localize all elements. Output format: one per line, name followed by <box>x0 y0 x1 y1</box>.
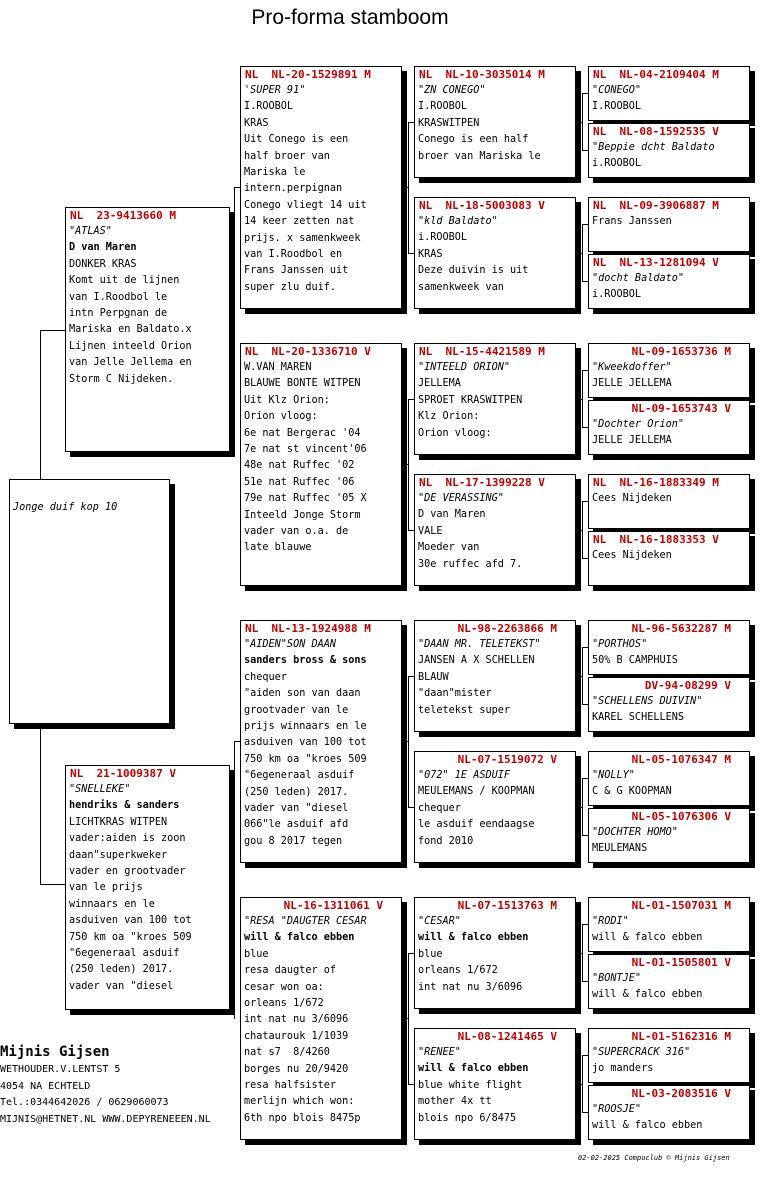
connector-line <box>582 224 583 281</box>
pigeon-info-line: will & falco ebben <box>418 1063 529 1075</box>
pigeon-info-line: blois npo 6/8475 <box>418 1112 517 1124</box>
pigeon-info-line: I.ROOBOL <box>592 101 642 113</box>
pigeon-info-line: I.ROOBOL <box>418 101 468 113</box>
pigeon-info-line: (250 leden) 2017. <box>69 964 174 976</box>
pigeon-name: "RESA "DAUGTER CESAR <box>244 916 367 927</box>
pigeon-info-line: 48e nat Ruffec '02 <box>244 460 355 472</box>
pigeon-info-line: Mariska le <box>244 167 306 179</box>
pigeon-info-line: DONKER KRAS <box>69 258 137 270</box>
connector-line <box>576 953 582 954</box>
root-label: Jonge duif kop 10 <box>13 502 118 513</box>
owner-city: 4054 NA ECHTELD <box>0 1080 91 1092</box>
ring-number: NL NL-17-1399228 V <box>419 476 545 489</box>
pigeon-info-line: Frans Janssen uit <box>244 265 349 277</box>
pigeon-info-line: winnaars en le <box>69 898 155 910</box>
pigeon-info-line: D van Maren <box>69 242 137 254</box>
pigeon-name: "SUPERCRACK 316" <box>592 1047 691 1058</box>
pigeon-info-line: Orion vloog: <box>244 411 318 423</box>
great-great-grandparent-box <box>588 254 750 309</box>
great-grandparent-box <box>414 751 576 863</box>
great-grandparent-box <box>414 897 576 1009</box>
pigeon-name: "PORTHOS" <box>592 639 648 650</box>
pigeon-info-line: Deze duivin is uit <box>418 265 529 277</box>
pigeon-info-line: Orion vloog: <box>418 427 492 439</box>
pigeon-info-line: prijs winnaars en le <box>244 721 367 733</box>
pigeon-info-line: cesar won oa: <box>244 981 324 993</box>
pigeon-info-line: will & falco ebben <box>244 932 355 944</box>
pigeon-name: "INTEELD ORION" <box>418 362 511 373</box>
pigeon-name: "Dochter Orion" <box>592 419 685 430</box>
pigeon-name: "Beppie dcht Baldato <box>592 142 715 153</box>
ring-number: NL-09-1653736 M <box>631 345 731 358</box>
connector-line <box>582 924 583 981</box>
pigeon-info-line: chequer <box>244 671 287 683</box>
ring-number: NL NL-16-1883349 M <box>593 476 719 489</box>
pigeon-info-line: i.ROOBOL <box>592 158 642 170</box>
connector-line <box>40 884 65 885</box>
ring-number: NL-01-1505801 V <box>631 956 731 969</box>
pigeon-info-line: resa daugter of <box>244 965 337 977</box>
pigeon-info-line: 6th npo blois 8475p <box>244 1112 361 1124</box>
pigeon-name: "RENEE" <box>418 1047 461 1058</box>
great-great-grandparent-box <box>588 1085 750 1140</box>
connector-line <box>582 370 583 427</box>
pigeon-name: "SNELLEKE" <box>69 784 131 795</box>
pigeon-info-line: half broer van <box>244 150 330 162</box>
pigeon-info-line: Komt uit de lijnen <box>69 275 180 287</box>
pigeon-info-line: super zlu duif. <box>244 281 337 293</box>
pigeon-info-line: Klz Orion: <box>418 411 480 423</box>
pigeon-info-line: Cees Nijdeken <box>592 550 672 561</box>
great-grandparent-box <box>414 197 576 309</box>
pigeon-info-line: Cees Nijdeken <box>592 493 672 504</box>
great-great-grandparent-box <box>588 197 750 252</box>
ring-number: NL-01-5162316 M <box>631 1030 731 1043</box>
pigeon-info-line: intn Perpgnan de <box>69 308 168 320</box>
pigeon-info-line: 51e nat Ruffec '06 <box>244 476 355 488</box>
pigeon-info-line: blue <box>244 948 269 960</box>
ring-number: NL-07-1513763 M <box>457 899 557 912</box>
ring-number: NL-09-1653743 V <box>631 402 731 415</box>
pigeon-info-line: van Jelle Jellema en <box>69 357 192 369</box>
pigeon-info-line: mother 4x tt <box>418 1096 492 1108</box>
pigeon-info-line: asduiven van 100 tot <box>244 737 367 749</box>
great-grandparent-box <box>414 1028 576 1140</box>
pigeon-info-line: i.ROOBOL <box>418 232 468 244</box>
pigeon-name: "BONTJE" <box>592 973 642 984</box>
great-great-grandparent-box <box>588 954 750 1009</box>
pigeon-info-line: JANSEN A X SCHELLEN <box>418 655 535 667</box>
dam-box <box>65 765 230 1010</box>
great-great-grandparent-box <box>588 400 750 455</box>
pigeon-info-line: Storm C Nijdeken. <box>69 373 174 385</box>
pigeon-info-line: le asduif eendaagse <box>418 819 535 831</box>
great-great-grandparent-box <box>588 897 750 952</box>
pigeon-info-line: will & falco ebben <box>418 932 529 944</box>
connector-line <box>408 122 409 253</box>
pigeon-info-line: 750 km oa "kroes 509 <box>244 753 367 765</box>
owner-block <box>0 1042 211 1128</box>
pigeon-info-line: int nat nu 3/6096 <box>244 1014 349 1026</box>
ring-number: NL 23-9413660 M <box>70 209 176 222</box>
pigeon-info-line: broer van Mariska le <box>418 150 541 162</box>
great-grandparent-box <box>414 474 576 586</box>
pigeon-name: "Kweekdoffer" <box>592 362 672 373</box>
pigeon-name: "CONEGO" <box>592 85 642 96</box>
pigeon-info-line: "6egeneraal asduif <box>69 948 180 960</box>
grandparent-box <box>240 620 402 863</box>
pigeon-info-line: hendriks & sanders <box>69 800 180 812</box>
pigeon-info-line: borges nu 20/9420 <box>244 1063 349 1075</box>
ring-number: NL-05-1076347 M <box>631 753 731 766</box>
pigeon-info-line: vader van o.a. de <box>244 526 349 538</box>
pigeon-info-line: "daan"mister <box>418 688 492 700</box>
pigeon-info-line: "6egeneraal asduif <box>244 770 355 782</box>
owner-web: MIJNIS@HETNET.NL WWW.DEPYRENEEEN.NL <box>0 1113 211 1125</box>
grandparent-box <box>240 343 402 586</box>
pigeon-info-line: jo manders <box>592 1063 654 1075</box>
sire-box <box>65 207 230 452</box>
pigeon-name: 'SUPER 91" <box>244 85 306 96</box>
pigeon-name: "ROOSJE" <box>592 1104 642 1115</box>
pigeon-info-line: van le prijs <box>69 882 143 894</box>
ring-number: NL 21-1009387 V <box>70 767 176 780</box>
pigeon-info-line: teletekst super <box>418 704 511 716</box>
pigeon-info-line: asduiven van 100 tot <box>69 915 192 927</box>
pigeon-info-line: i.ROOBOL <box>592 289 642 301</box>
pigeon-info-line: BLAUW <box>418 671 449 683</box>
pigeon-info-line: grootvader van le <box>244 704 349 716</box>
pigeon-info-line: sanders bross & sons <box>244 655 367 667</box>
pigeon-info-line: vader van "diesel <box>69 980 174 992</box>
pigeon-info-line: vader en grootvader <box>69 866 186 878</box>
ring-number: NL NL-08-1592535 V <box>593 125 719 138</box>
pigeon-info-line: Conego is een half <box>418 134 529 146</box>
pigeon-info-line: Lijnen inteeld Orion <box>69 340 192 352</box>
connector-line <box>576 530 582 531</box>
pigeon-info-line: int nat nu 3/6096 <box>418 981 523 993</box>
pigeon-name: "AIDEN"SON DAAN <box>244 639 337 650</box>
connector-line <box>576 1084 582 1085</box>
pigeon-info-line: LICHTKRAS WITPEN <box>69 816 168 828</box>
ring-number: NL-05-1076306 V <box>631 810 731 823</box>
pigeon-info-line: KRAS <box>418 248 443 260</box>
connector-line <box>582 93 583 150</box>
ring-number: NL NL-04-2109404 M <box>593 68 719 81</box>
connector-line <box>234 187 235 445</box>
connector-line <box>40 330 41 479</box>
connector-line <box>576 122 582 123</box>
pigeon-info-line: will & falco ebben <box>592 932 703 944</box>
grandparent-box <box>240 897 402 1140</box>
great-great-grandparent-box <box>588 531 750 586</box>
connector-line <box>40 724 41 884</box>
pigeon-info-line: 750 km oa "kroes 509 <box>69 931 192 943</box>
pigeon-name: "SCHELLENS DUIVIN" <box>592 696 703 707</box>
connector-line <box>230 330 234 331</box>
connector-line <box>402 464 408 465</box>
pigeon-info-line: intern.perpignan <box>244 183 343 195</box>
great-grandparent-box <box>414 343 576 455</box>
great-great-grandparent-box <box>588 677 750 732</box>
pigeon-info-line: 6e nat Bergerac '04 <box>244 427 361 439</box>
pigeon-info-line: gou 8 2017 tegen <box>244 835 343 847</box>
pigeon-info-line: MEULEMANS / KOOPMAN <box>418 786 535 798</box>
connector-line <box>234 741 235 1019</box>
page-title: Pro-forma stamboom <box>251 6 449 29</box>
pigeon-name: "RODI" <box>592 916 629 927</box>
pigeon-info-line: fond 2010 <box>418 835 474 847</box>
footer-credit: 02-02-2025 Compuclub © Mijnis Gijsen <box>578 1154 730 1162</box>
great-grandparent-box <box>414 620 576 732</box>
ring-number: NL-08-1241465 V <box>457 1030 557 1043</box>
ring-number: DV-94-08299 V <box>644 679 731 692</box>
pigeon-info-line: Conego vliegt 14 uit <box>244 199 367 211</box>
ring-number: NL-98-2263866 M <box>457 622 557 635</box>
pigeon-name: "ZN CONEGO" <box>418 85 486 96</box>
pigeon-info-line: van I.Roodbol le <box>69 291 168 303</box>
pigeon-info-line: Frans Janssen <box>592 216 672 227</box>
pigeon-info-line: blue white flight <box>418 1079 523 1091</box>
pigeon-name: "docht Baldato" <box>592 273 685 284</box>
connector-line <box>40 330 65 331</box>
great-great-grandparent-box <box>588 808 750 863</box>
pigeon-info-line: vader:aiden is zoon <box>69 833 186 845</box>
connector-line <box>402 1018 408 1019</box>
connector-line <box>408 399 409 530</box>
pigeon-info-line: "aiden son van daan <box>244 688 361 700</box>
pigeon-info-line: Inteeld Jonge Storm <box>244 509 361 521</box>
pigeon-info-line: 79e nat Ruffec '05 X <box>244 493 367 505</box>
ring-number: NL-03-2083516 V <box>631 1087 731 1100</box>
pigeon-info-line: 7e nat st vincent'06 <box>244 444 367 456</box>
great-great-grandparent-box <box>588 620 750 675</box>
pigeon-info-line: late blauwe <box>244 542 312 554</box>
pigeon-info-line: vader van "diesel <box>244 803 349 815</box>
pigeon-info-line: Mariska en Baldato.x <box>69 324 192 336</box>
pigeon-info-line: prijs. x samenkweek <box>244 232 361 244</box>
grandparent-box <box>240 66 402 309</box>
pigeon-info-line: JELLE JELLEMA <box>592 435 672 447</box>
connector-line <box>576 807 582 808</box>
pigeon-info-line: Uit Conego is een <box>244 134 349 146</box>
pigeon-info-line: C & G KOOPMAN <box>592 786 672 798</box>
pigeon-info-line: D van Maren <box>418 509 486 521</box>
ring-number: NL NL-13-1924988 M <box>245 622 371 635</box>
ring-number: NL NL-20-1336710 V <box>245 345 371 358</box>
connector-line <box>576 399 582 400</box>
owner-tel: Tel.:0344642026 / 0629060073 <box>0 1097 169 1108</box>
pigeon-info-line: resa halfsister <box>244 1080 337 1092</box>
pigeon-name: "ATLAS" <box>69 226 112 237</box>
ring-number: NL-16-1311061 V <box>283 899 383 912</box>
connector-line <box>582 778 583 835</box>
pigeon-info-line: daan"superkweker <box>69 849 168 861</box>
pigeon-info-line: will & falco ebben <box>592 989 703 1001</box>
connector-line <box>576 676 582 677</box>
pigeon-info-line: 50% B CAMPHUIS <box>592 655 678 667</box>
ring-number: NL NL-13-1281094 V <box>593 256 719 269</box>
pigeon-info-line: VALE <box>418 525 443 537</box>
great-great-grandparent-box <box>588 751 750 806</box>
pigeon-info-line: orleans 1/672 <box>418 965 498 977</box>
pigeon-info-line: Uit Klz Orion: <box>244 394 330 406</box>
pigeon-info-line: merlijn which won: <box>244 1096 355 1108</box>
pigeon-name: "kld Baldato" <box>418 216 498 227</box>
pigeon-info-line: chequer <box>418 802 461 814</box>
root-pigeon-box <box>9 479 170 724</box>
pigeon-name: "072" 1E ASDUIF <box>418 770 511 781</box>
connector-line <box>576 253 582 254</box>
ring-number: NL NL-20-1529891 M <box>245 68 371 81</box>
connector-line <box>582 1055 583 1112</box>
ring-number: NL NL-09-3906887 M <box>593 199 719 212</box>
pigeon-info-line: BLAUWE BONTE WITPEN <box>244 378 361 390</box>
ring-number: NL NL-18-5003083 V <box>419 199 545 212</box>
owner-street: WETHOUDER.V.LENTST 5 <box>0 1064 121 1075</box>
pigeon-info-line: chataurouk 1/1039 <box>244 1030 349 1042</box>
great-great-grandparent-box <box>588 474 750 529</box>
pigeon-info-line: KRASWITPEN <box>418 117 480 129</box>
connector-line <box>408 953 409 1084</box>
pigeon-info-line: (250 leden) 2017. <box>244 786 349 798</box>
pigeon-name: "DAAN MR. TELETEKST" <box>418 639 541 650</box>
pigeon-info-line: Moeder van <box>418 542 480 554</box>
ring-number: NL NL-16-1883353 V <box>593 533 719 546</box>
connector-line <box>408 676 409 807</box>
pigeon-info-line: 30e ruffec afd 7. <box>418 558 523 570</box>
ring-number: NL NL-15-4421589 M <box>419 345 545 358</box>
pigeon-info-line: KAREL SCHELLENS <box>592 712 685 724</box>
owner-name: Mijnis Gijsen <box>0 1044 110 1060</box>
ring-number: NL-01-1507031 M <box>631 899 731 912</box>
ring-number: NL-07-1519072 V <box>457 753 557 766</box>
great-great-grandparent-box <box>588 123 750 178</box>
pigeon-name: "DE VERASSING" <box>418 493 504 504</box>
pigeon-info-line: JELLEMA <box>418 378 461 390</box>
pigeon-info-line: 14 keer zetten nat <box>244 216 355 228</box>
ring-number: NL-96-5632287 M <box>631 622 731 635</box>
connector-line <box>402 741 408 742</box>
connector-line <box>582 501 583 558</box>
pigeon-name: "DOCHTER HOMO" <box>592 827 678 838</box>
pigeon-info-line: KRAS <box>244 117 269 129</box>
pigeon-info-line: SPROET KRASWITPEN <box>418 394 523 406</box>
great-great-grandparent-box <box>588 1028 750 1083</box>
great-great-grandparent-box <box>588 343 750 398</box>
pigeon-name: "CESAR" <box>418 916 461 927</box>
connector-line <box>402 187 408 188</box>
pigeon-info-line: MEULEMANS <box>592 843 648 855</box>
pigeon-info-line: nat s7 8/4260 <box>244 1047 330 1059</box>
pigeon-info-line: van I.Roodbol en <box>244 249 343 261</box>
ring-number: NL NL-10-3035014 M <box>419 68 545 81</box>
great-great-grandparent-box <box>588 66 750 121</box>
great-grandparent-box <box>414 66 576 178</box>
pigeon-info-line: will & falco ebben <box>592 1120 703 1132</box>
pigeon-name: "NOLLY" <box>592 770 635 781</box>
pigeon-info-line: blue <box>418 948 443 960</box>
connector-line <box>582 647 583 704</box>
pigeon-info-line: 066"le asduif afd <box>244 819 349 831</box>
pigeon-info-line: W.VAN MAREN <box>244 362 312 373</box>
pigeon-info-line: I.ROOBOL <box>244 101 294 113</box>
pigeon-info-line: JELLE JELLEMA <box>592 378 672 390</box>
connector-line <box>230 884 234 885</box>
pigeon-info-line: orleans 1/672 <box>244 998 324 1010</box>
pigeon-info-line: samenkweek van <box>418 281 504 293</box>
